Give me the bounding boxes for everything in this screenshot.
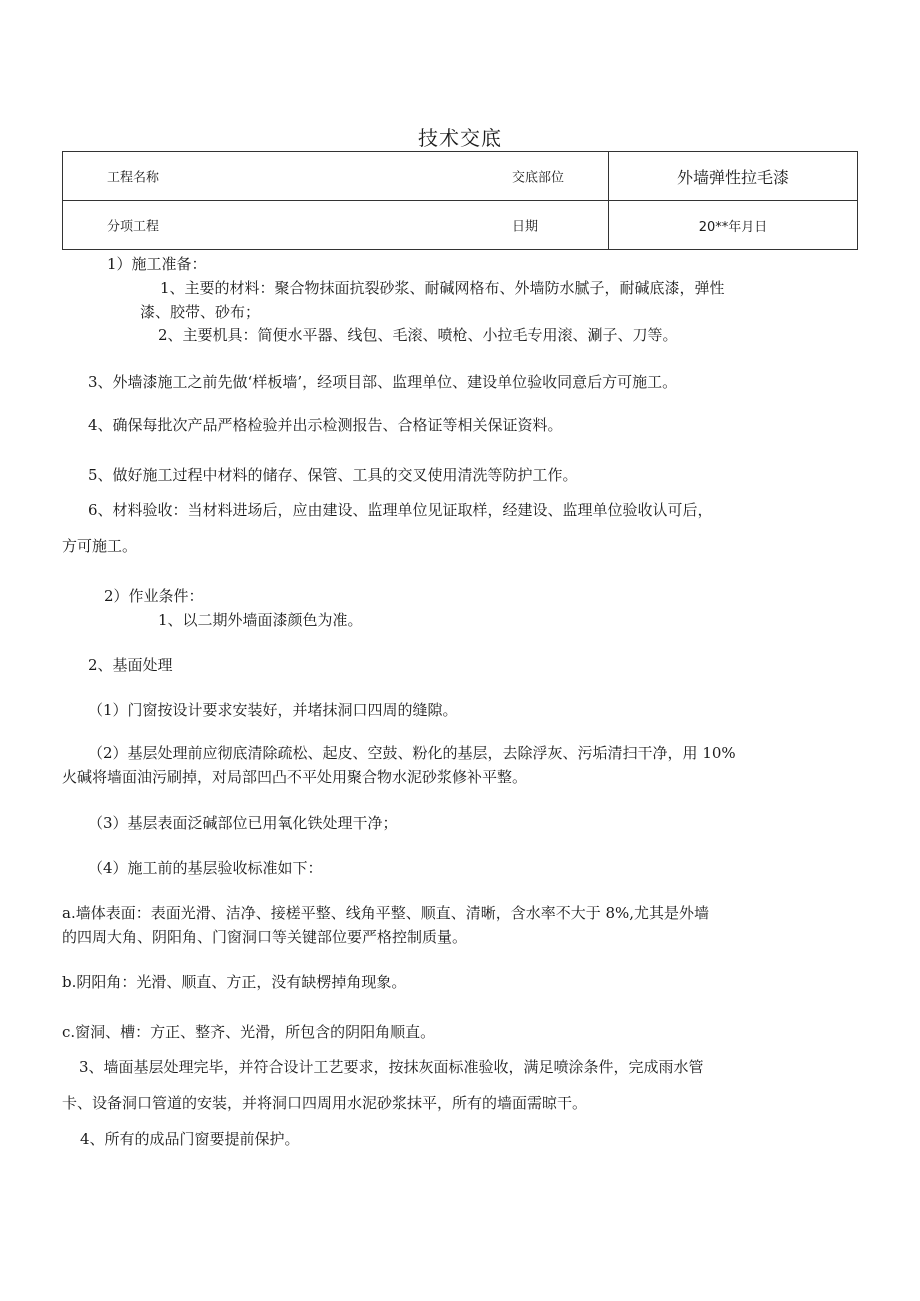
table-cell (63, 152, 609, 201)
paragraph-materials-line1: 1、主要的材料：聚合物抹面抗裂砂浆、耐碱网格布、外墙防水腻子，耐碱底漆，弹性 (160, 279, 725, 297)
paragraph-standard: （4）施工前的基层验收标准如下： (88, 859, 323, 877)
paragraph-acceptance-line2: 方可施工。 (62, 537, 138, 555)
paragraph-color: 1、以二期外墙面漆颜色为准。 (158, 611, 363, 629)
paragraph-protection: 5、做好施工过程中材料的储存、保管、工具的交叉使用清洗等防护工作。 (88, 466, 578, 484)
paragraph-openings: c.窗洞、槽：方正、整齐、光滑，所包含的阴阳角顺直。 (62, 1023, 436, 1041)
sub-project-label: 分项工程 (107, 219, 160, 235)
paragraph-tools: 2、主要机具：简便水平器、线包、毛滚、喷枪、小拉毛专用滚、涮子、刀等。 (158, 326, 678, 344)
paragraph-base-cleaning-line1: （2）基层处理前应彻底清除疏松、起皮、空鼓、粉化的基层，去除浮灰、污垢清扫干净，用 10% (88, 744, 736, 762)
section-heading-preparation: 1）施工准备： (107, 255, 207, 273)
project-name-label: 工程名称 (107, 170, 160, 186)
paragraph-doors-windows: （1）门窗按设计要求安装好，并堵抹洞口四周的缝隙。 (88, 701, 458, 719)
paragraph-completion-line2: 卡、设备洞口管道的安装，并将洞口四周用水泥砂浆抹平，所有的墙面需晾干。 (62, 1094, 588, 1112)
document-title: 技术交底 (418, 126, 502, 150)
disclosure-part-value: 外墙弹性拉毛漆 (609, 152, 858, 201)
paragraph-wall-surface-line2: 的四周大角、阴阳角、门窗洞口等关键部位要严格控制质量。 (62, 928, 468, 946)
section-heading-conditions: 2）作业条件： (104, 587, 204, 605)
date-label: 日期 (512, 219, 539, 235)
table-cell (63, 201, 609, 250)
paragraph-wall-surface-line1: a.墙体表面：表面光滑、洁净、接槎平整、线角平整、顺直、清晰，含水率不大于 8%,尤其是外墙 (62, 904, 710, 922)
paragraph-materials-line2: 漆、胶带、砂布； (140, 303, 261, 321)
paragraph-acceptance-line1: 6、材料验收：当材料进场后，应由建设、监理单位见证取样，经建设、监理单位验收认可后， (88, 501, 713, 519)
table-row (63, 152, 858, 201)
paragraph-base-treatment: 2、基面处理 (88, 656, 173, 674)
paragraph-inspection: 4、确保每批次产品严格检验并出示检测报告、合格证等相关保证资料。 (88, 416, 563, 434)
paragraph-completion-line1: 3、墙面基层处理完毕，并符合设计工艺要求，按抹灰面标准验收，满足喷涂条件，完成雨水管 (79, 1058, 704, 1076)
info-table (62, 151, 858, 250)
date-value: 20**年月日 (609, 201, 858, 250)
paragraph-alkali: （3）基层表面泛碱部位已用氧化铁处理干净； (88, 814, 398, 832)
table-row (63, 201, 858, 250)
paragraph-corners: b.阴阳角：光滑、顺直、方正，没有缺楞掉角现象。 (62, 973, 407, 991)
disclosure-part-label: 交底部位 (512, 170, 565, 186)
paragraph-door-protection: 4、所有的成品门窗要提前保护。 (80, 1130, 300, 1148)
paragraph-sample-wall: 3、外墙漆施工之前先做‘样板墙’，经项目部、监理单位、建设单位验收同意后方可施工。 (88, 373, 678, 391)
paragraph-base-cleaning-line2: 火碱将墙面油污刷掉，对局部凹凸不平处用聚合物水泥砂浆修补平整。 (62, 768, 528, 786)
